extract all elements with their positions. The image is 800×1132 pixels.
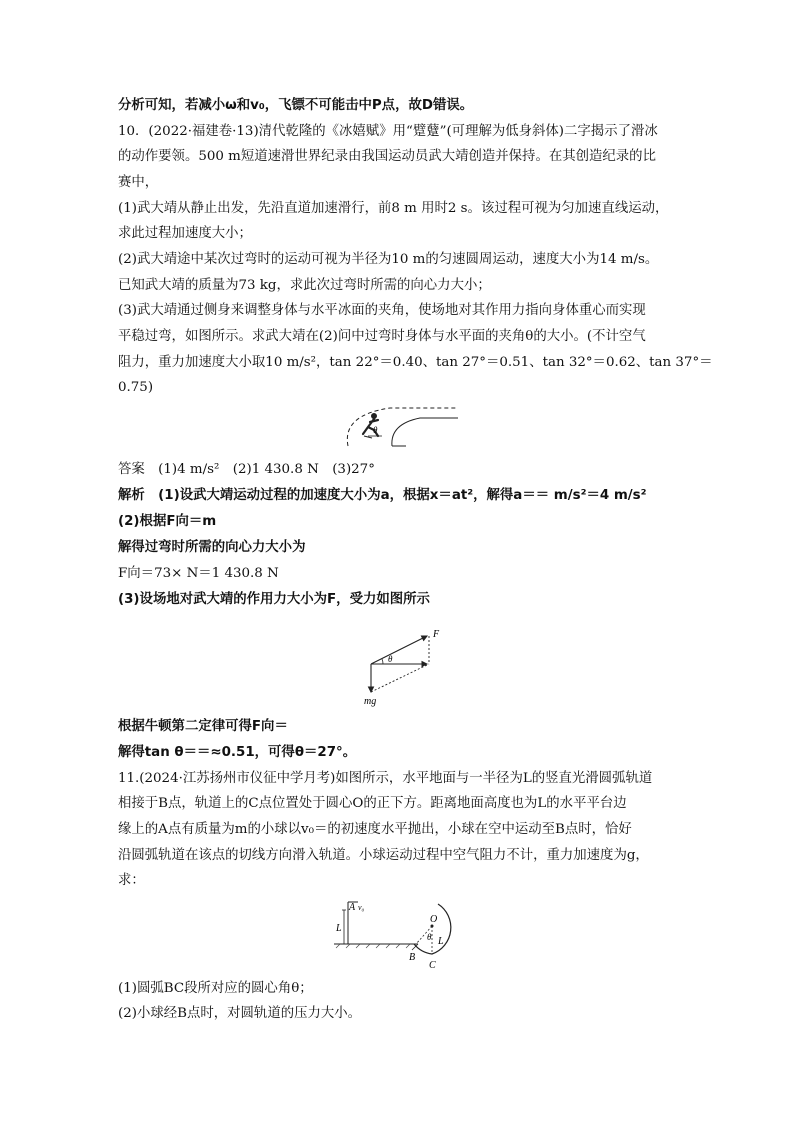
q10-stem-3: 赛中， (118, 175, 159, 190)
analysis-part1: 解析 (1)设武大靖运动过程的加速度大小为a，根据x＝at²，解得a＝＝ m/s²＝4 m/s² (118, 488, 647, 503)
q10-part1-a: (1)武大靖从静止出发，先沿直道加速滑行，前8 m 用时2 s。该过程可视为匀加速直线运动， (118, 201, 669, 216)
q10-stem-1: 10．(2022·福建卷·13)清代乾隆的《冰嬉赋》用“躄躠”(可理解为低身斜体)二字揭示了滑冰 (118, 124, 658, 139)
skater-curve-figure (330, 400, 460, 450)
q11-part2: (2)小球经B点时，对圆轨道的压力大小。 (118, 1006, 362, 1021)
force-diagram-figure (355, 622, 455, 708)
fig1-theta-label: θ (373, 425, 378, 435)
q10-part1-b: 求此过程加速度大小； (118, 226, 252, 241)
q10-part2-a: (2)武大靖途中某次过弯时的运动可视为半径为10 m的匀速圆周运动，速度大小为14 m/s。 (118, 252, 659, 267)
analysis-newton: 根据牛顿第二定律可得F向＝ (118, 719, 288, 734)
q11-stem-1: 11.(2024·江苏扬州市仪征中学月考)如图所示，水平地面与一半径为L的竖直光滑圆弧轨道 (118, 771, 653, 786)
q11-stem-4: 沿圆弧轨道在该点的切线方向滑入轨道。小球运动过程中空气阻力不计，重力加速度为g， (118, 848, 649, 863)
fig3-C-label: C (429, 960, 436, 971)
fig2-mg-label: mg (364, 696, 377, 707)
prev-conclusion: 分析可知，若减小ω和v₀，飞镖不可能击中P点，故D错误。 (118, 98, 474, 113)
fig3-L1-label: L (336, 923, 342, 934)
fig3-L2-label: L (438, 936, 444, 947)
q10-stem-2: 的动作要领。500 m短道速滑世界纪录由我国运动员武大靖创造并保持。在其创造纪录的比 (118, 149, 656, 164)
fig3-O-label: O (430, 914, 438, 925)
q11-stem-2: 相接于B点，轨道上的C点位置处于圆心O的正下方。距离地面高度也为L的水平平台边 (118, 796, 627, 811)
analysis-result: 解得tan θ＝＝≈0.51，可得θ＝27°。 (118, 745, 357, 760)
analysis-part3: (3)设场地对武大靖的作用力大小为F，受力如图所示 (118, 592, 430, 607)
fig3-theta-label: θ (427, 932, 432, 942)
analysis-part2: (2)根据F向＝m (118, 514, 217, 529)
answer-line: 答案 (1)4 m/s² (2)1 430.8 N (3)27° (118, 462, 375, 477)
fig2-F-label: F (433, 629, 440, 640)
fig2-theta-label: θ (388, 654, 393, 664)
q11-stem-3: 缘上的A点有质量为m的小球以v₀＝的初速度水平抛出，小球在空中运动至B点时，恰好 (118, 822, 632, 837)
q10-part2-b: 已知武大靖的质量为73 kg，求此次过弯时所需的向心力大小； (118, 278, 491, 293)
q10-part3-a: (3)武大靖通过侧身来调整身体与水平冰面的夹角，使场地对其作用力指向身体重心而实现 (118, 303, 646, 318)
q10-part3-c: 阻力，重力加速度大小取10 m/s²，tan 22°＝0.40、tan 27°＝0.51、tan 32°＝0.62、tan 37°＝ (118, 355, 713, 370)
analysis-part2-c: F向＝73× N＝1 430.8 N (118, 566, 279, 581)
q11-part1: (1)圆弧BC段所对应的圆心角θ； (118, 981, 313, 996)
track-figure (330, 898, 480, 974)
q10-part3-d: 0.75) (118, 380, 154, 395)
fig3-v0-label: v₀ (358, 903, 365, 912)
q11-stem-5: 求： (118, 873, 145, 888)
fig3-B-label: B (409, 952, 416, 963)
q10-part3-b: 平稳过弯，如图所示。求武大靖在(2)问中过弯时身体与水平面的夹角θ的大小。(不计空气 (118, 329, 646, 344)
fig3-A-label: A (349, 902, 356, 913)
analysis-part2-b: 解得过弯时所需的向心力大小为 (118, 540, 306, 555)
